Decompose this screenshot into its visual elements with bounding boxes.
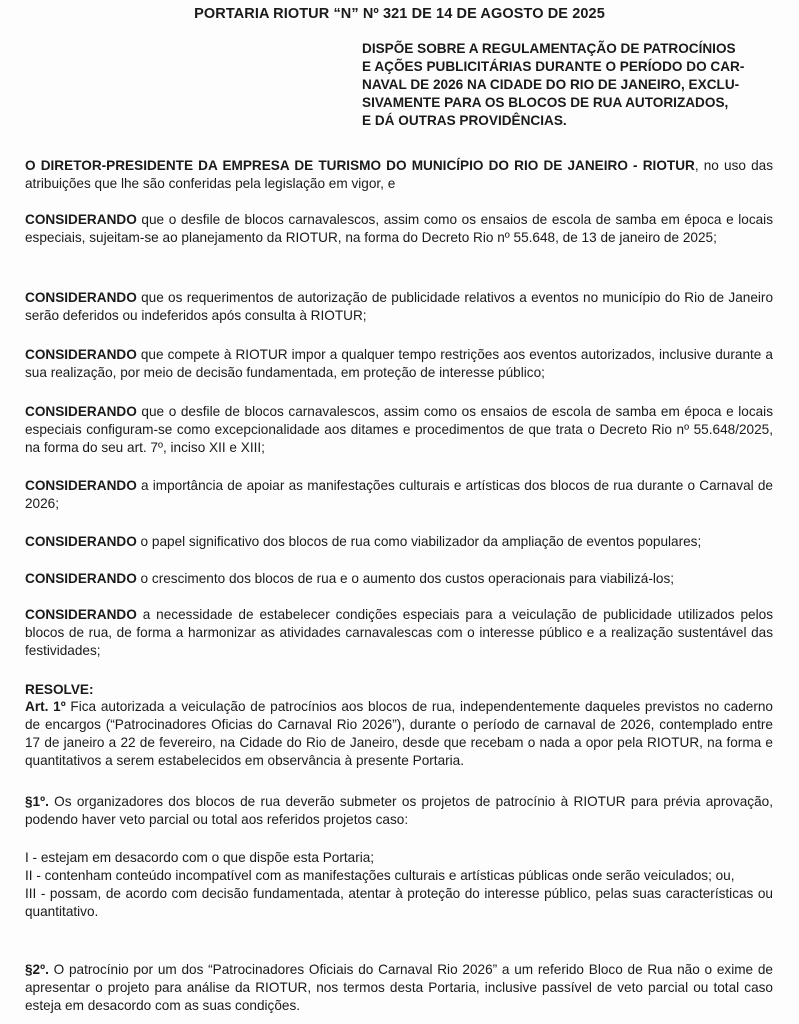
considerando-label: CONSIDERANDO [25,478,137,493]
considerando-text: que o desfile de blocos carnavalescos, assim como os ensaios de escola de samba em época e locais especiais configuram-se como excepcionalidade aos ditames e procedimentos de que trata o Decreto Rio nº 55.648/2025, na forma do seu art. 7º, inciso XII e XIII; [25,404,773,455]
ementa-line: DISPÕE SOBRE A REGULAMENTAÇÃO DE PATROCÍNIOS [362,41,736,56]
considerando-text: que o desfile de blocos carnavalescos, assim como os ensaios de escola de samba em época e locais especiais, sujeitam-se ao planejamento da RIOTUR, na forma do Decreto Rio nº 55.648, de 13 de janeiro de 2025; [25,212,773,245]
preamble [25,157,773,193]
considerando-text: que compete à RIOTUR impor a qualquer tempo restrições aos eventos autorizados, inclusive durante a sua realização, por meio de decisão fundamentada, em proteção de interesse público; [25,347,773,380]
paragraph-label: §1º. [25,794,49,809]
article-1 [25,698,773,770]
ementa-line: NAVAL DE 2026 NA CIDADE DO RIO DE JANEIRO, EXCLU- [362,77,740,92]
inciso-list [25,849,773,921]
considerando-label: CONSIDERANDO [25,607,137,622]
considerando-paragraph [25,477,773,513]
considerando-text: a importância de apoiar as manifestações culturais e artísticas dos blocos de rua durante o Carnaval de 2026; [25,478,773,511]
document-title: PORTARIA RIOTUR “N” Nº 321 DE 14 DE AGOSTO DE 2025 [194,6,605,22]
inciso-item: II - contenham conteúdo incompatível com as manifestações culturais e artísticas públicas onde serão veiculados; ou, [25,868,735,883]
article-label: Art. 1º [25,699,66,714]
considerando-paragraph [25,211,773,247]
considerando-text: que os requerimentos de autorização de publicidade relativos a eventos no município do Rio de Janeiro serão deferidos ou indeferidos após consulta à RIOTUR; [25,290,773,323]
paragraph-label: §2º. [25,962,49,977]
considerando-label: CONSIDERANDO [25,404,137,419]
considerando-label: CONSIDERANDO [25,571,137,586]
considerando-paragraph [25,403,773,457]
ementa-line: SIVAMENTE PARA OS BLOCOS DE RUA AUTORIZADOS, [362,95,729,110]
considerando-paragraph [25,289,773,325]
paragraph-2 [25,961,773,1015]
considerando-paragraph [25,570,773,588]
considerando-paragraph [25,346,773,382]
inciso-item: III - possam, de acordo com decisão fundamentada, atentar à proteção do interesse público, pelas suas características ou quantitativo. [25,886,773,919]
preamble-text: , no uso das atribuições que lhe são conferidas pela legislação em vigor, e [25,158,773,191]
ementa [362,40,772,130]
considerando-text: o papel significativo dos blocos de rua como viabilizador da ampliação de eventos populares; [136,534,702,549]
paragraph-1 [25,793,773,829]
considerando-text: o crescimento dos blocos de rua e o aumento dos custos operacionais para viabilizá-los; [136,571,675,586]
article-text: Fica autorizada a veiculação de patrocínios aos blocos de rua, independentemente daqueles previstos no caderno de encargos (“Patrocinadores Oficias do Carnaval Rio 2026”), durante o período de carnaval de 2026, contemplado entre 17 de janeiro a 22 de fevereiro, na Cidade do Rio de Janeiro, desde que recebam o nada a opor pela RIOTUR, na forma e quantitativos a serem estabelecidos em observância à presente Portaria. [25,699,773,768]
considerando-label: CONSIDERANDO [25,290,137,305]
preamble-authority: O DIRETOR-PRESIDENTE DA EMPRESA DE TURISMO DO MUNICÍPIO DO RIO DE JANEIRO - RIOTUR [25,158,695,173]
considerando-paragraph [25,606,773,660]
ementa-line: E AÇÕES PUBLICITÁRIAS DURANTE O PERÍODO DO CAR- [362,59,745,74]
inciso-item: I - estejam em desacordo com o que dispõe esta Portaria; [25,850,375,865]
considerando-text: a necessidade de estabelecer condições especiais para a veiculação de publicidade utilizados pelos blocos de rua, de forma a harmonizar as atividades carnavalescas com o interesse público e a realização sustentável das festividades; [25,607,773,658]
ementa-line: E DÁ OUTRAS PROVIDÊNCIAS. [362,113,567,128]
paragraph-text: Os organizadores dos blocos de rua deverão submeter os projetos de patrocínio à RIOTUR para prévia aprovação, podendo haver veto parcial ou total aos referidos projetos caso: [25,794,773,827]
paragraph-text: O patrocínio por um dos “Patrocinadores Oficiais do Carnaval Rio 2026” a um referido Bloco de Rua não o exime de apresentar o projeto para análise da RIOTUR, nos termos desta Portaria, inclusive passível de veto parcial ou total caso esteja em desacordo com as suas condições. [25,962,773,1013]
considerando-label: CONSIDERANDO [25,534,137,549]
considerando-paragraph [25,533,773,551]
considerando-label: CONSIDERANDO [25,212,137,227]
resolve-heading: RESOLVE: [25,682,94,697]
considerando-label: CONSIDERANDO [25,347,137,362]
